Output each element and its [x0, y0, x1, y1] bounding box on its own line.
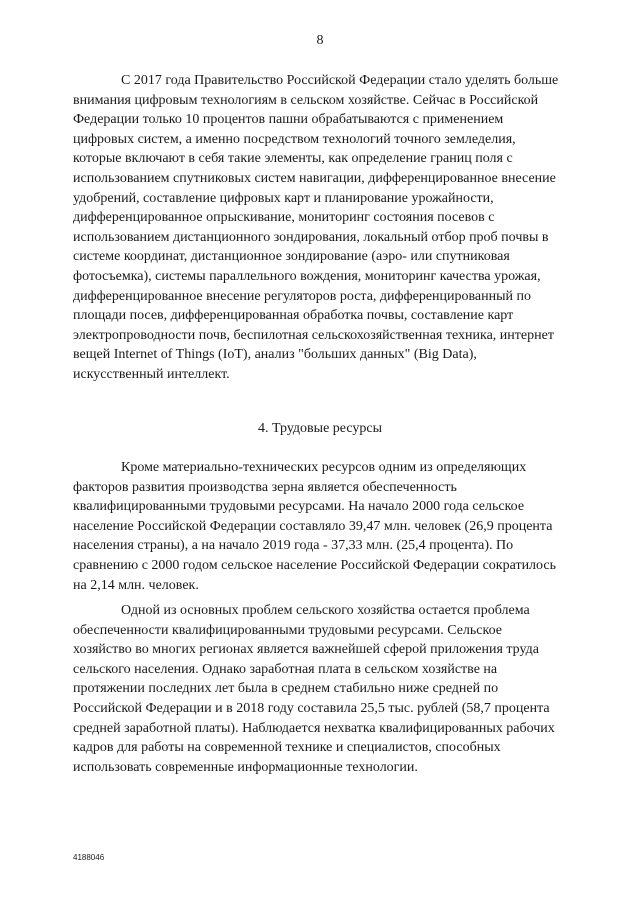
- paragraph-labor-problems: Одной из основных проблем сельского хозяйства остается проблема обеспеченности квалифицированными трудовыми ресурсами. Сельское хозяйство во многих регионах является важнейшей сферой приложения труда сельского населения. Однако заработная плата в сельском хозяйстве на протяжении последних лет была в среднем стабильно ниже средней по Российской Федерации и в 2018 году составила 25,5 тыс. рублей (58,7 процента средней заработной платы). Наблюдается нехватка квалифицированных рабочих кадров для работы на современной технике и специалистов, способных использовать современные информационные технологии.: [73, 603, 555, 775]
- page-number: 8: [316, 33, 324, 48]
- paragraph-digital-technologies: С 2017 года Правительство Российской Федерации стало уделять больше внимания цифровым технологиям в сельском хозяйстве. Сейчас в Российской Федерации только 10 процентов пашни обрабатываются с применением цифровых систем, а именно посредством технологий точного земледелия, которые включают в себя такие элементы, как определение границ поля с использованием спутниковых систем навигации, дифференцированное внесение удобрений, составление цифровых карт и планирование урожайности, дифференцированное опрыскивание, мониторинг состояния посевов с использованием дистанционного зондирования, локальный отбор проб почвы в системе координат, дистанционное зондирование (аэро- или спутниковая фотосъемка), системы параллельного вождения, мониторинг качества урожая, дифференцированное внесение регуляторов роста, дифференцированный по площади посев, дифференцированная обработка почвы, составление карт электропроводности почв, беспилотная сельскохозяйственная техника, интернет вещей Internet of Things (IoT), анализ "больших данных" (Big Data), искусственный интеллект.: [73, 73, 559, 382]
- document-code: 4188046: [73, 853, 105, 862]
- paragraph-rural-population: Кроме материально-технических ресурсов одним из определяющих факторов развития производства зерна является обеспеченность квалифицированными трудовыми ресурсами. На начало 2000 года сельское население Российской Федерации составляло 39,47 млн. человек (26,9 процента населения страны), а на начало 2019 года - 37,33 млн. (25,4 процента). По сравнению с 2000 годом сельское население Российской Федерации сократилось на 2,14 млн. человек.: [73, 460, 556, 593]
- section-heading: 4. Трудовые ресурсы: [257, 421, 383, 436]
